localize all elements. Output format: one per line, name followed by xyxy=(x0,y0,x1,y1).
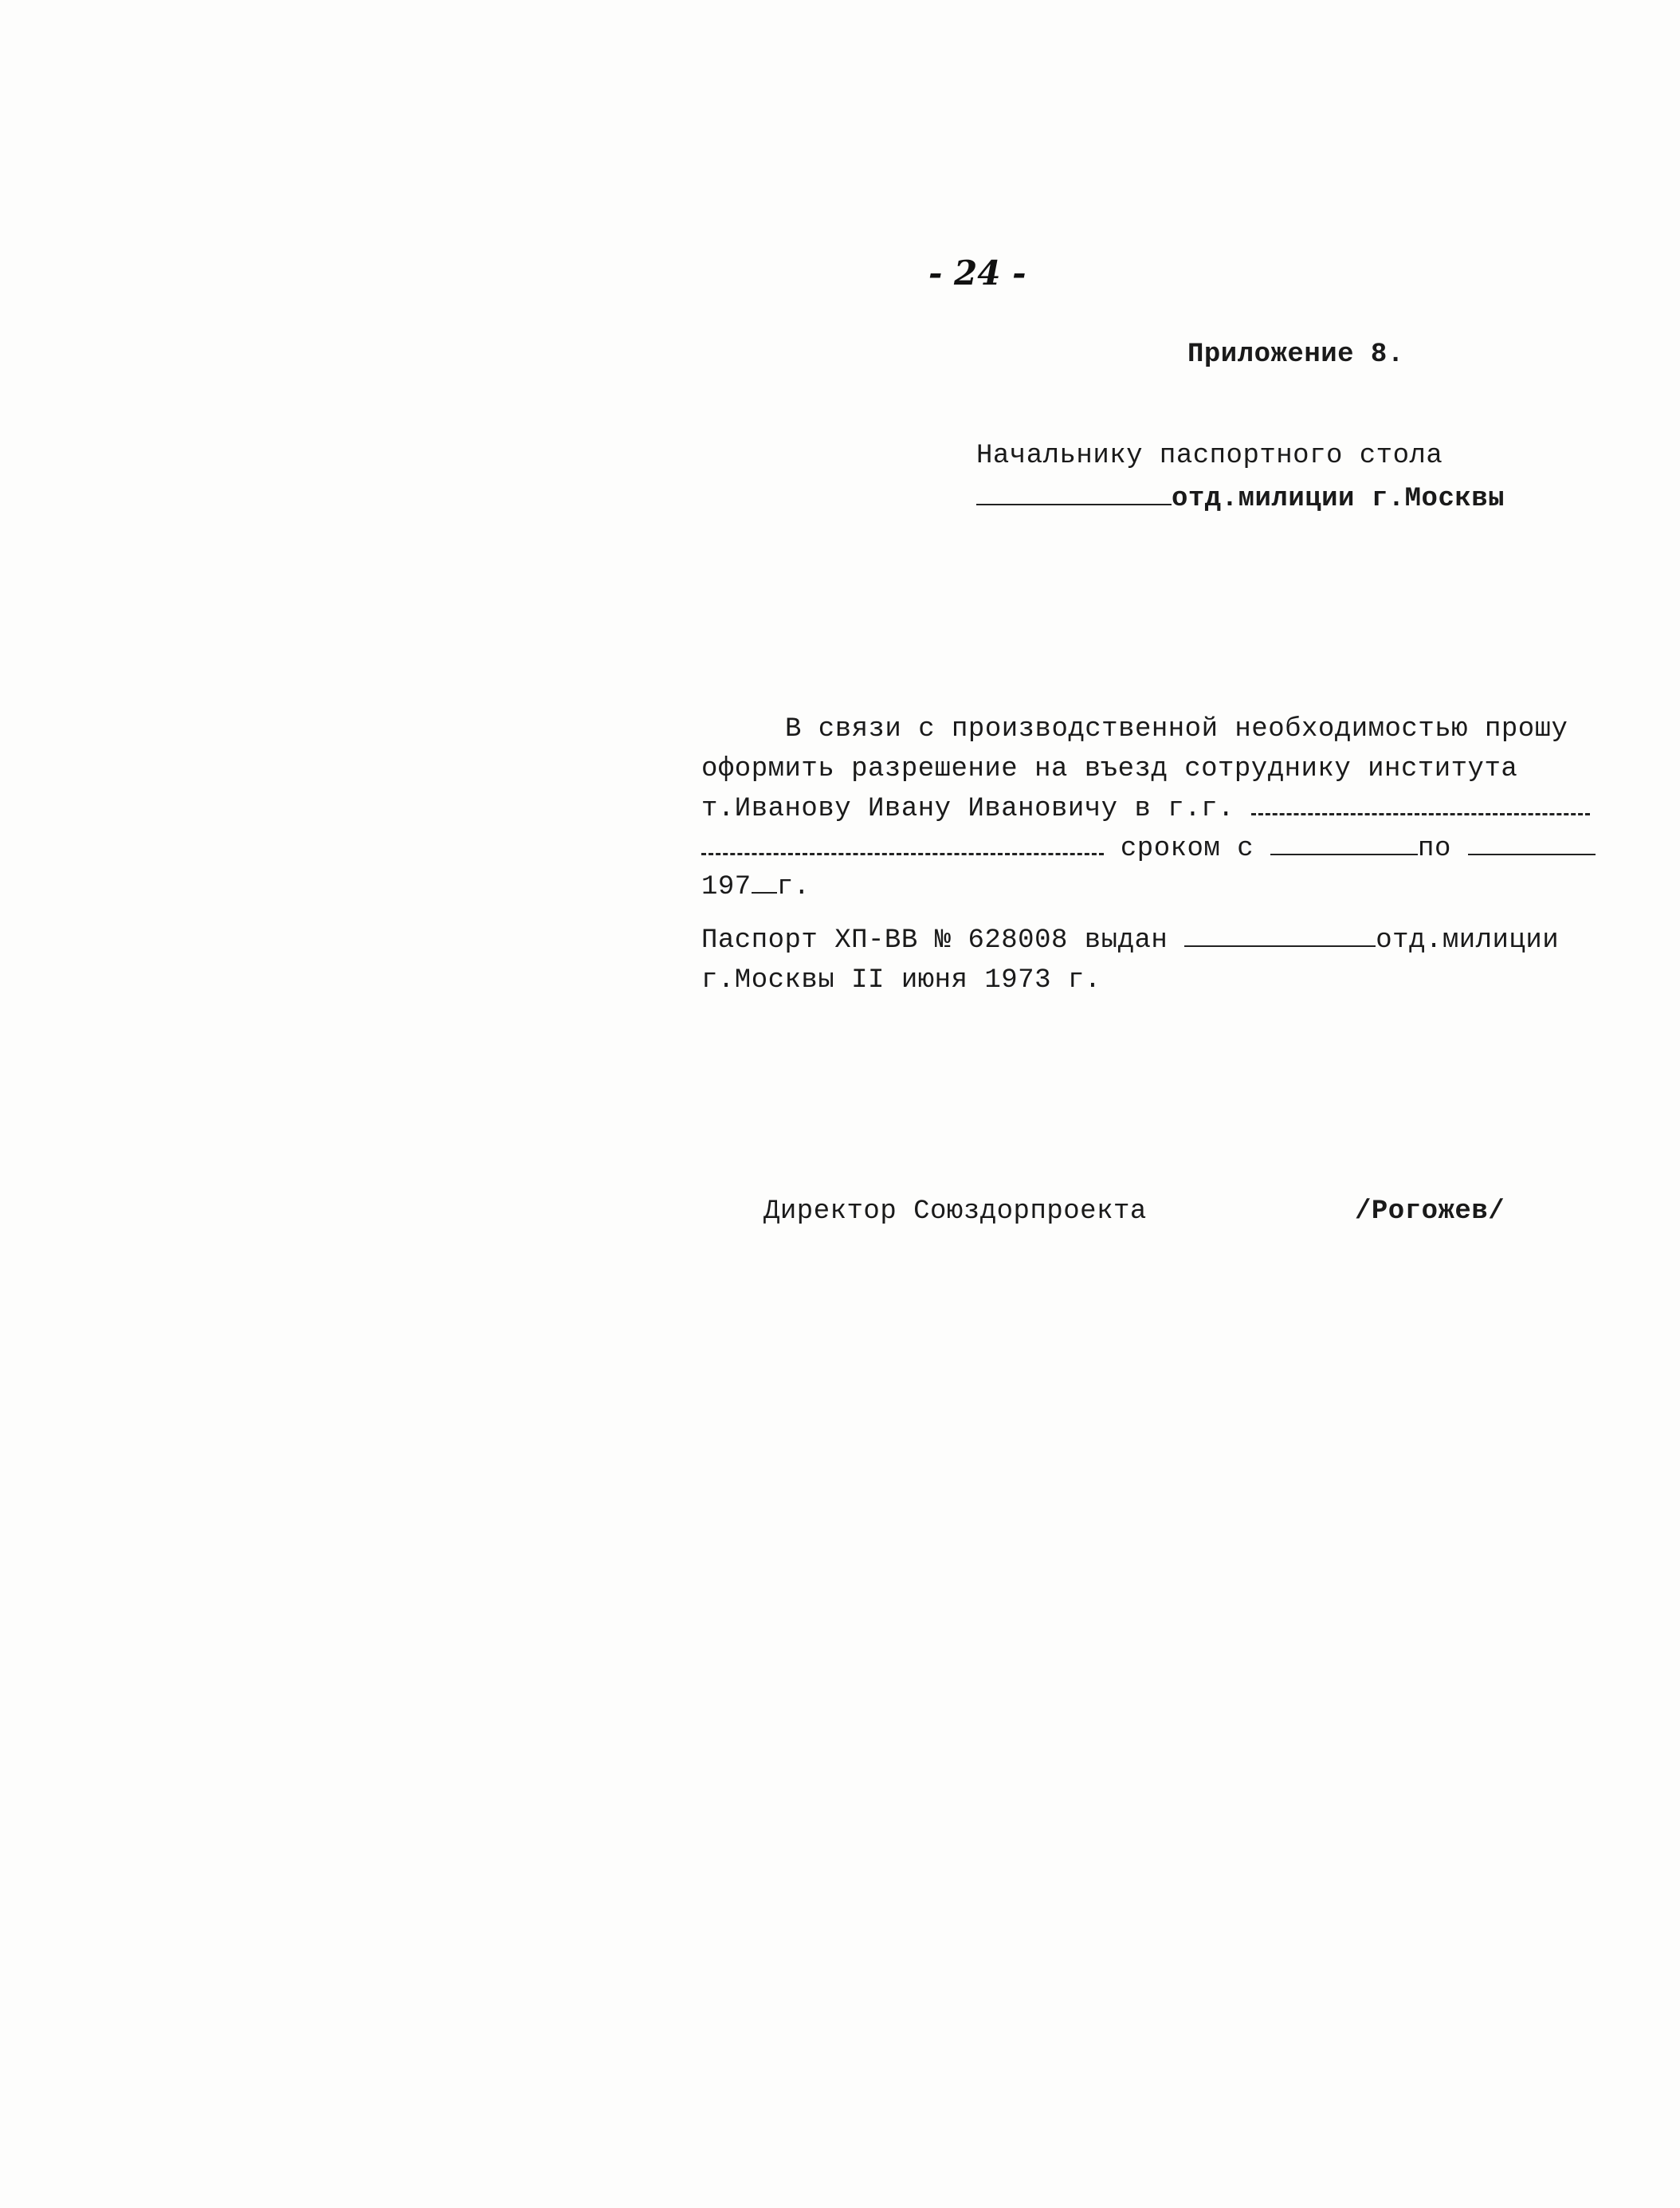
blank-line xyxy=(701,852,1104,855)
body-line-1: В связи с производственной необходимостью прошу xyxy=(785,714,1568,745)
blank-line xyxy=(1468,853,1596,855)
body-line-4 xyxy=(701,833,1596,865)
addressee-line-2 xyxy=(976,483,1505,515)
blank-line xyxy=(1184,945,1376,947)
addressee-line-1: Начальнику паспортного стола xyxy=(976,441,1443,471)
blank-line xyxy=(752,891,777,894)
year-prefix: 197 xyxy=(701,872,752,902)
passport-department: отд.милиции xyxy=(1376,925,1560,956)
signature-title: Директор Союздорпроекта xyxy=(763,1196,1147,1227)
passport-line-1 xyxy=(701,925,1559,957)
body-line-5 xyxy=(701,871,811,903)
body-line-3 xyxy=(701,793,1590,825)
blank-line xyxy=(976,503,1172,505)
blank-line xyxy=(1251,812,1590,815)
addressee-department: отд.милиции г.Москвы xyxy=(1172,484,1505,514)
year-suffix: г. xyxy=(776,872,811,902)
body-line-2: оформить разрешение на въезд сотруднику института xyxy=(701,754,1518,784)
passport-line-2: г.Москвы II июня 1973 г. xyxy=(701,965,1101,996)
blank-line xyxy=(1270,853,1418,855)
passport-text: Паспорт ХП-ВВ № 628008 выдан xyxy=(701,925,1168,956)
signature-name: /Рогожев/ xyxy=(1355,1196,1505,1227)
to-label: по xyxy=(1418,834,1451,864)
term-label: сроком с xyxy=(1120,834,1254,864)
appendix-label: Приложение 8. xyxy=(1187,340,1404,370)
body-line-3-text: т.Иванову Ивану Ивановичу в г.г. xyxy=(701,794,1234,824)
page-number: - 24 - xyxy=(928,253,1026,293)
